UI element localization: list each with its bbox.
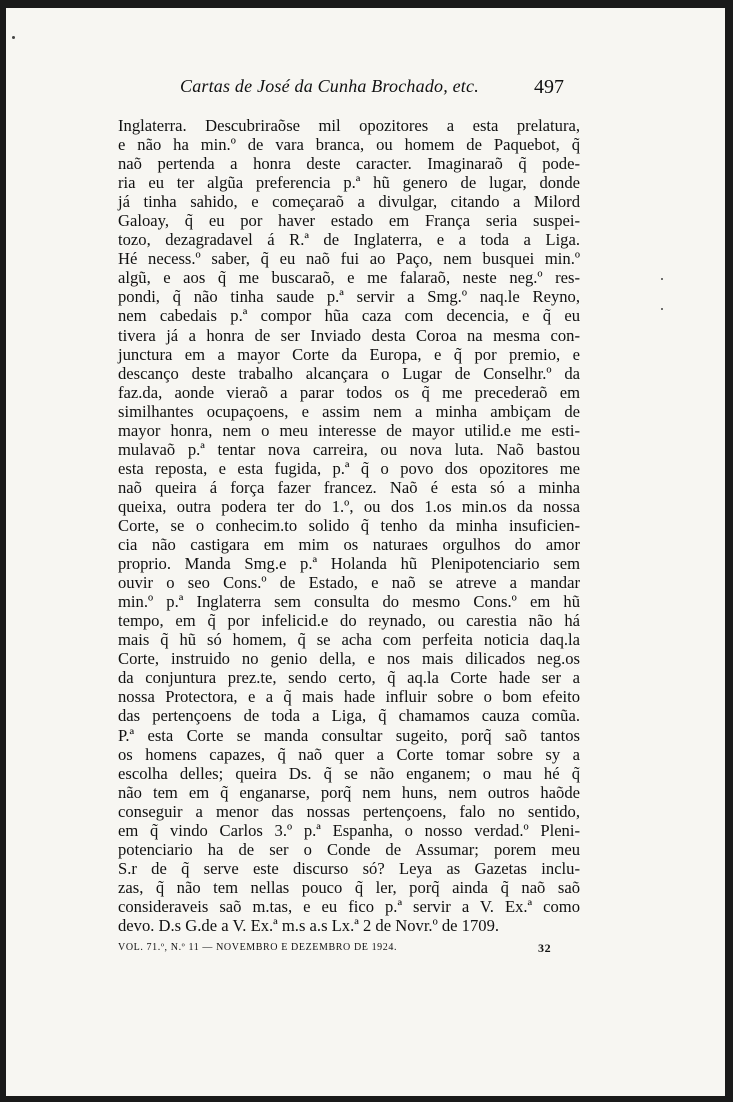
text-line: potenciario ha de ser o Conde de Assumar; porem meu [118,839,580,859]
running-title: Cartas de José da Cunha Brochado, etc. [180,76,479,96]
text-line: consideraveis saõ m.tas, e eu fico p.ª servir a V. Ex.ª como [118,896,580,916]
text-line: os homens capazes, q̃ naõ quer a Corte tomar sobre sy a [118,744,580,764]
text-line: similhantes ocupaçoens, e assim nem a minha ambiçam de [118,401,580,421]
text-line: junctura em a mayor Corte da Europa, e q̃ por premio, e [118,344,580,364]
text-line: mais q̃ hũ só homem, q̃ se acha com perfeita noticia daq.la [118,630,580,650]
text-line: S.r de q̃ serve este discurso só? Leya as Gazetas inclu- [118,858,580,878]
text-line: em q̃ vindo Carlos 3.º p.ª Espanha, o nosso verdad.º Pleni- [118,820,580,840]
text-line: queixa, outra podera ter do 1.º, ou dos 1.os min.os da nossa [118,496,580,516]
text-line: mulavaõ p.ª tentar nova carreira, ou nova luta. Naõ bastou [118,439,580,459]
text-line: das pertençoens de toda a Liga, q̃ chamamos cauza comũa. [118,706,580,726]
text-line: não tem em q̃ enganarse, porq̃ nem huns, nem outros haõde [118,782,580,802]
text-line: nossa Protectora, e a q̃ mais hade influir sobre o bom efeito [118,687,580,707]
text-line: Corte, se o conhecim.to solido q̃ tenho da minha insuficien- [118,515,580,535]
text-line: P.ª esta Corte se manda consultar sugeito, porq̃ saõ tantos [118,725,580,745]
text-line: devo. D.s G.de a V. Ex.ª m.s a.s Lx.ª 2 de Novr.º de 1709. [118,915,500,935]
text-line: algũ, e aos q̃ me buscaraõ, e me falaraõ, neste neg.º res- [118,268,580,288]
text-line: ria eu ter algũa preferencia p.ª hũ genero de lugar, donde [118,173,580,193]
text-line: mayor honra, nem o meu interesse de mayor utilid.e me esti- [118,420,580,440]
text-line: esta reposta, e esta fugida, p.ª q̃ o povo dos opozitores me [118,458,580,478]
text-line: cia não castigara em mim os naturaes orgulhos do amor [118,535,580,555]
text-line: escolha delles; queira Ds. q̃ se não enganem; o mau hé q̃ [118,763,580,783]
text-line: descanço deste trabalho alcançara o Lugar de Conselhr.º da [118,363,580,383]
text-line: da conjuntura prez.te, sendo certo, q̃ aq.la Corte hade ser a [118,668,580,688]
book-page [6,8,725,1096]
text-line: conseguir a menor das nossas pertençoens, falo no sentido, [118,801,580,821]
text-line: Corte, instruido no genio della, e nos mais dilicados neg.os [118,649,580,669]
text-line: Inglaterra. Descubriraõse mil opozitores a esta prelatura, [118,116,580,135]
text-line: tivera já a honra de ser Inviado desta Coroa na mesma con- [118,325,580,345]
print-speck [12,36,15,39]
letter-body [118,116,580,935]
volume-info: VOL. 71.º, N.º 11 — NOVEMBRO E DEZEMBRO DE 1924. [118,942,398,953]
text-line: min.º p.ª Inglaterra sem consulta do mesmo Cons.º em hũ [118,592,580,612]
page-number: 497 [534,76,564,98]
text-line: naõ queira á força fazer francez. Naõ é esta só a minha [118,477,580,497]
text-line: nem cabedais p.ª compor hũa caza com decencia, e q̃ eu [118,306,580,326]
text-line: tempo, em q̃ por infelicid.e do reynado, ou carestia não há [118,611,580,631]
text-line: faz.da, aonde vieraõ a parar todos os q̃ me precederaõ em [118,382,580,402]
running-head [6,74,725,104]
text-line: ouvir o seo Cons.º de Estado, e naõ se atreve a mandar [118,573,580,593]
text-line: naõ pertenda a honra deste caracter. Imaginaraõ q̃ pode- [118,154,580,174]
text-line: Galoay, q̃ eu por haver estado em França seria suspei- [118,211,580,231]
signature-mark: 32 [538,941,552,955]
text-line: Hé necess.º saber, q̃ eu naõ fui ao Paço, nem busquei min.º [118,249,580,269]
text-line: pondi, q̃ não tinha saude p.ª servir a Smg.º naq.le Reyno, [118,287,580,307]
text-line: zas, q̃ não tem nellas pouco q̃ ler, porq̃ ainda q̃ naõ saõ [118,877,580,897]
print-speck [661,308,663,310]
text-line: e não ha min.º de vara branca, ou homem de Paquebot, q̃ [118,135,580,155]
print-speck [661,278,663,280]
text-line: proprio. Manda Smg.e p.ª Holanda hũ Plenipotenciario sem [118,554,580,574]
text-line: já tinha sahido, e começaraõ a divulgar, citando a Milord [118,192,580,212]
text-line: tozo, dezagradavel á R.ª de Inglaterra, e a toda a Liga. [118,230,580,250]
